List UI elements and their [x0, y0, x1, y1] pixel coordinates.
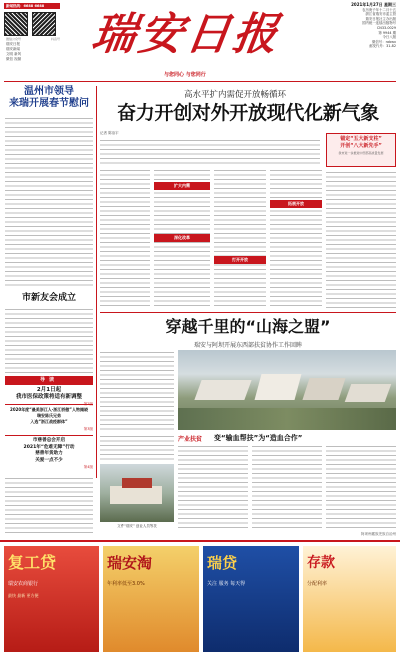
- ad-strip-rule: [0, 540, 400, 542]
- aerial-photo[interactable]: [178, 350, 396, 430]
- ad-subtitle: 瑞安农商银行: [8, 581, 39, 587]
- story2-body: [100, 350, 174, 430]
- hotline-bar: 新闻热线：6688 6688: [4, 3, 60, 9]
- issue-date: 2021年1月27日 星期三: [351, 2, 396, 7]
- guide-item[interactable]: [5, 407, 93, 432]
- ad-subtitle: 年利率低至3.0%: [107, 581, 145, 587]
- issue-line: 微信号：rabwx: [372, 39, 396, 44]
- subhead: 打开开放: [214, 256, 266, 264]
- lead-body-col: [100, 168, 150, 306]
- issue-line: 浙江省瑞安市委主管: [365, 12, 396, 17]
- building-shape: [255, 374, 302, 400]
- qr-side-line: 文明 新风: [6, 52, 22, 56]
- ad-banner[interactable]: [303, 546, 396, 652]
- column-divider: [96, 86, 97, 478]
- subhead: 拓展开放: [270, 200, 322, 208]
- masthead-rule: [4, 81, 396, 82]
- guide-divider: [5, 435, 93, 436]
- qr-label: 微信公众号: [6, 37, 22, 41]
- photo-caption: 文件“瑞安” 创业人员等扶: [117, 524, 157, 528]
- qr-side-lines: [6, 42, 60, 62]
- issue-line: 邮发代号：31-82: [369, 44, 396, 49]
- story2-body: [178, 444, 248, 530]
- building-shape: [302, 378, 345, 400]
- masthead-logo[interactable]: 瑞安日报: [88, 9, 284, 60]
- lead-sidebox[interactable]: [326, 133, 396, 167]
- lead-kicker: 高水平扩内需促开放畅循环: [183, 90, 286, 100]
- lead-byline: 记者 陈治宇: [100, 131, 119, 135]
- guide-item-title: 2月1日起 我市医保政策将适有新调整: [15, 387, 82, 400]
- story2-body: [100, 434, 174, 460]
- story2-body: [326, 444, 396, 530]
- guide-item-title: 2020年度“最美浙江人·浙江骄傲”人物揭晓 瑞安陈氏兄弟 入选“浙江战疫群体”: [10, 407, 88, 425]
- guide-item[interactable]: [5, 438, 93, 470]
- qr-labels: [6, 37, 60, 41]
- field-shape: [178, 408, 396, 430]
- issue-line: 第 9944 期: [378, 30, 396, 35]
- ad-title: 瑞安淘: [107, 554, 153, 572]
- roof-shape: [122, 478, 152, 488]
- left-story2-body: [5, 307, 93, 373]
- ad-banner[interactable]: [103, 546, 199, 652]
- qr-label: 抖音号: [50, 37, 60, 41]
- story2-headline[interactable]: 穿越千里的“山海之盟”: [165, 317, 331, 336]
- sidebox-body: [326, 170, 396, 308]
- guide-item-page: 第3版: [83, 426, 93, 431]
- guide-label: 导读: [5, 376, 93, 385]
- ad-subtitle: 分配利率: [307, 581, 328, 587]
- guide-divider: [5, 404, 93, 405]
- photo-credit: 阿坝州藏族羌族自治州: [361, 532, 396, 536]
- issue-line: 今日八版: [382, 35, 396, 40]
- story-divider: [100, 312, 396, 313]
- guide-item-page: 第4版: [83, 465, 93, 470]
- qr-code[interactable]: [4, 12, 28, 36]
- sidebox-subtitle: 我市进一步推进中西部高质量发展: [338, 151, 384, 155]
- building-shape: [110, 486, 162, 504]
- building-shape: [194, 380, 251, 400]
- lead-body-col: [270, 168, 322, 306]
- feature-photo[interactable]: [100, 464, 174, 522]
- issue-line: CN33-0029: [376, 25, 396, 30]
- guide-item-title: 市慈善总会开启 2021年“危难无障”行动 慈善年货助力 关爱一点不少: [23, 438, 75, 463]
- qr-code[interactable]: [32, 12, 56, 36]
- section-label: 产业扶贫: [178, 436, 203, 443]
- masthead-slogan: 与您同心 与您同行: [164, 72, 206, 78]
- qr-side-line: 微信 视频: [6, 57, 22, 61]
- left-story2-title[interactable]: 市新友会成立: [21, 293, 76, 303]
- lead-intro: [100, 138, 320, 164]
- ad-banner[interactable]: [4, 546, 99, 652]
- subhead: 深化改革: [154, 234, 210, 242]
- section-title[interactable]: 变“输血帮扶”为“造血合作”: [214, 434, 303, 442]
- story2-subtitle: 瑞安与阿坝开展东西部扶贫协作工作回眸: [193, 342, 302, 349]
- ad-banner[interactable]: [203, 546, 299, 652]
- left-story-title[interactable]: 温州市领导 来瑞开展春节慰问: [9, 86, 89, 109]
- issue-line: 瑞安日报社主办出版: [365, 16, 396, 21]
- subhead: 扩大内需: [154, 182, 210, 190]
- left-story-body: [5, 116, 93, 286]
- left-lower-body: [5, 476, 93, 534]
- ad-title: 瑞贷: [207, 554, 238, 572]
- lead-body-col: [214, 168, 266, 306]
- issue-line: 农历庚子年十二月十五: [362, 7, 396, 12]
- issue-info: [316, 3, 396, 49]
- qr-side-line: 瑞安新闻: [6, 47, 20, 51]
- sidebox-title: 锚定“五大新支柱” 开创“八大新先手”: [340, 136, 382, 149]
- ad-title: 存款: [307, 555, 335, 571]
- ad-title: 复工贷: [8, 553, 57, 572]
- ad-subtitle: 关注 服务 每天得: [207, 581, 246, 587]
- building-shape: [345, 384, 392, 402]
- issue-line: 国内统一连续出版物号: [362, 21, 396, 26]
- ad-tag: 最快 最新 更方便: [8, 593, 39, 598]
- qr-side-line: 瑞安日报: [6, 42, 20, 46]
- lead-headline[interactable]: 奋力开创对外开放现代化新气象: [117, 102, 379, 124]
- story2-body: [252, 444, 322, 530]
